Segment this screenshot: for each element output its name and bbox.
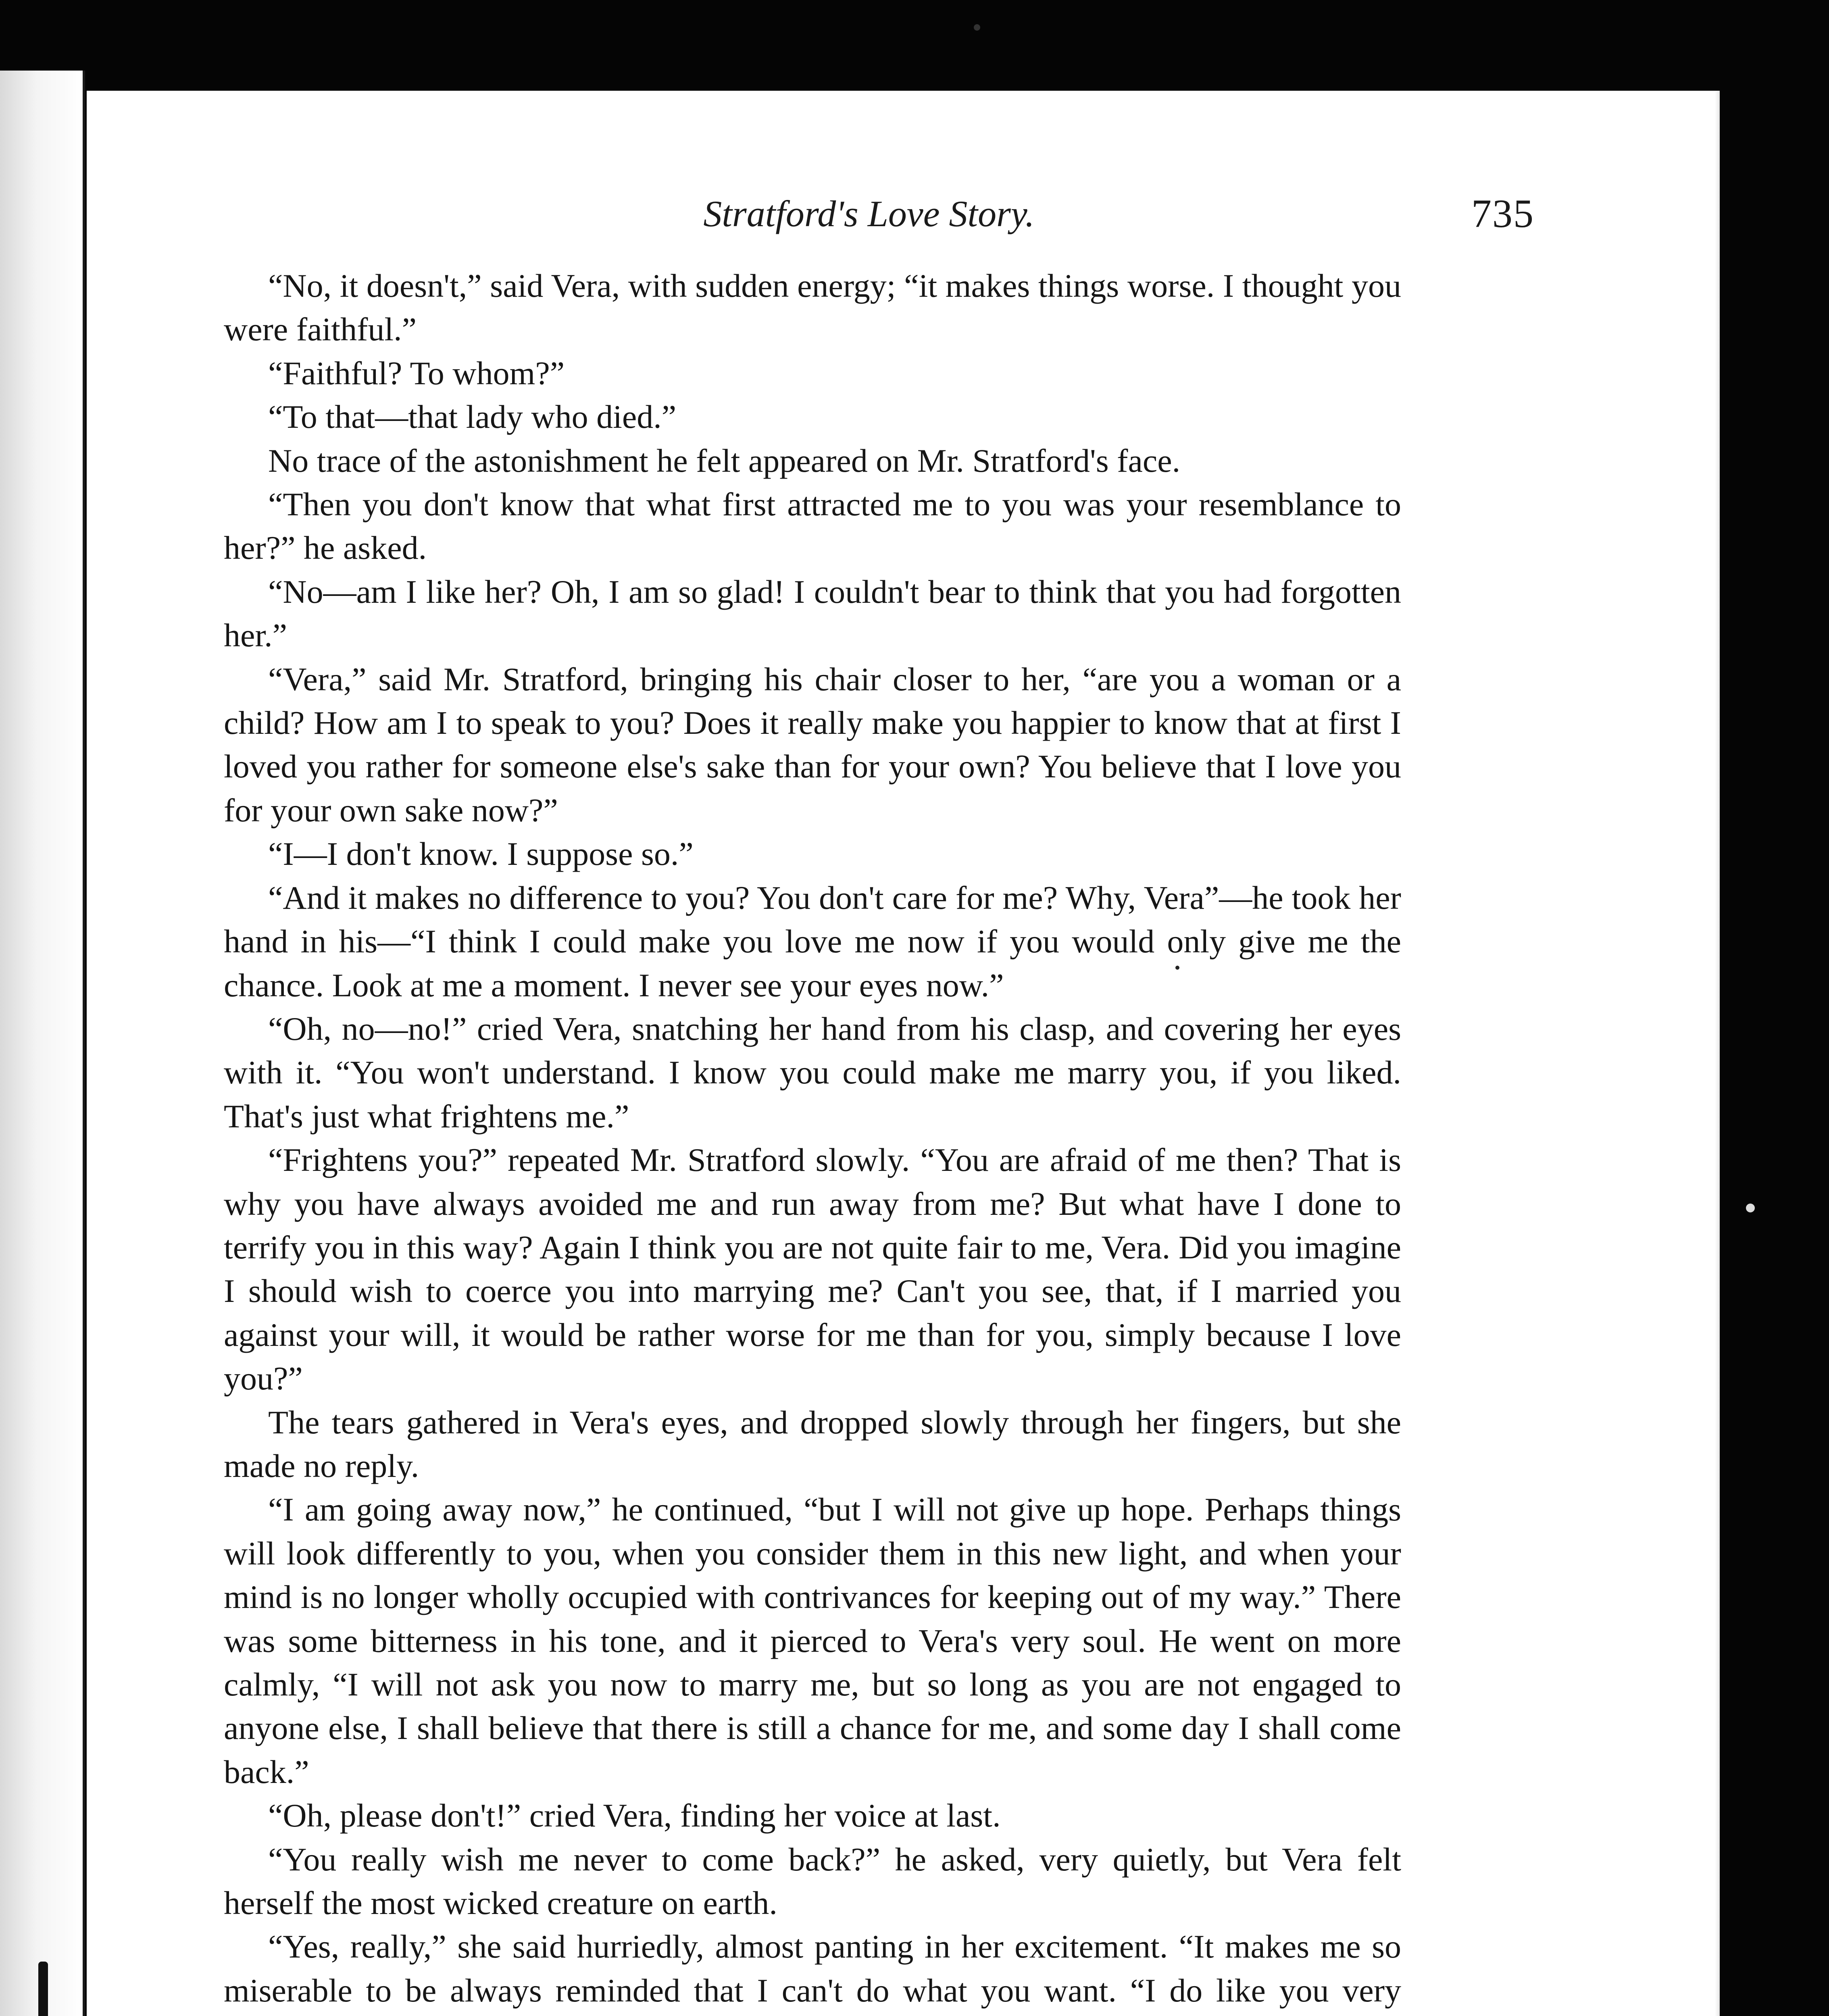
- paragraph: “You really wish me never to come back?” he asked, very quietly, but Vera felt herself the most wicked creature on earth.: [224, 1841, 1401, 1922]
- paragraph: “Vera,” said Mr. Stratford, bringing his chair closer to her, “are you a woman or a child? How am I to speak to you? Does it really make you happier to know that at first I loved you rather for someone else's sake than for your own? You believe that I love you for your own sake now?”: [224, 660, 1401, 829]
- paper-speck: [974, 24, 980, 31]
- paragraph: “And it makes no difference to you? You don't care for me? Why, Vera”—he took her hand in his—“I think I could make you love me now if you would only give me the chance. Look at me a moment. I never see your eyes now.”: [224, 879, 1401, 1004]
- body-text: [224, 264, 1401, 2016]
- running-title: Stratford's Love Story.: [703, 193, 1035, 234]
- paper-speck: [1175, 966, 1179, 970]
- page-number: 735: [1471, 191, 1534, 236]
- paragraph: “Frightens you?” repeated Mr. Stratford slowly. “You are afraid of me then? That is why you have always avoided me and run away from me? But what have I done to terrify you in this way? Again I think you are not quite fair to me, Vera. Did you imagine I should wish to coerce you into marrying me? Can't you see, that, if I married you against your will, it would be rather worse for me than for you, simply because I love you?”: [224, 1141, 1401, 1397]
- paragraph: No trace of the astonishment he felt appeared on Mr. Stratford's face.: [268, 442, 1181, 479]
- paragraph: “Faithful? To whom?”: [268, 354, 565, 392]
- paper-speck: [1746, 1204, 1755, 1212]
- paragraph: “I—I don't know. I suppose so.”: [268, 835, 694, 873]
- paragraph: “Then you don't know that what first attracted me to you was your resemblance to her?” he asked.: [224, 486, 1401, 566]
- paragraph: “Yes, really,” she said hurriedly, almost panting in her excitement. “It makes me so miserable to be always reminded that I can't do what you want. “I do like you very: [224, 1928, 1401, 2009]
- edge-mark: [38, 1962, 48, 2016]
- paragraph: “No, it doesn't,” said Vera, with sudden energy; “it makes things worse. I thought you were faithful.”: [224, 267, 1401, 348]
- paragraph: “Oh, please don't!” cried Vera, finding her voice at last.: [268, 1797, 1001, 1834]
- running-header: [224, 181, 1534, 246]
- previous-page-edge: [0, 71, 85, 2016]
- paragraph: The tears gathered in Vera's eyes, and dropped slowly through her fingers, but she made no reply.: [224, 1404, 1401, 1484]
- paragraph: “Oh, no—no!” cried Vera, snatching her hand from his clasp, and covering her eyes with it. “You won't understand. I know you could make me marry you, if you liked. That's just what frightens me.”: [224, 1010, 1401, 1135]
- paragraph: “To that—that lady who died.”: [268, 398, 677, 435]
- paragraph: “I am going away now,” he continued, “but I will not give up hope. Perhaps things will look differently to you, when you consider them in this new light, and when your mind is no longer wholly occupied with contrivances for keeping out of my way.” There was some bitterness in his tone, and it pierced to Vera's very soul. He went on more calmly, “I will not ask you now to marry me, but so long as you are not engaged to anyone else, I shall believe that there is still a chance for me, and some day I shall come back.”: [224, 1491, 1401, 1790]
- paragraph: “No—am I like her? Oh, I am so glad! I couldn't bear to think that you had forgotten her.”: [224, 573, 1401, 654]
